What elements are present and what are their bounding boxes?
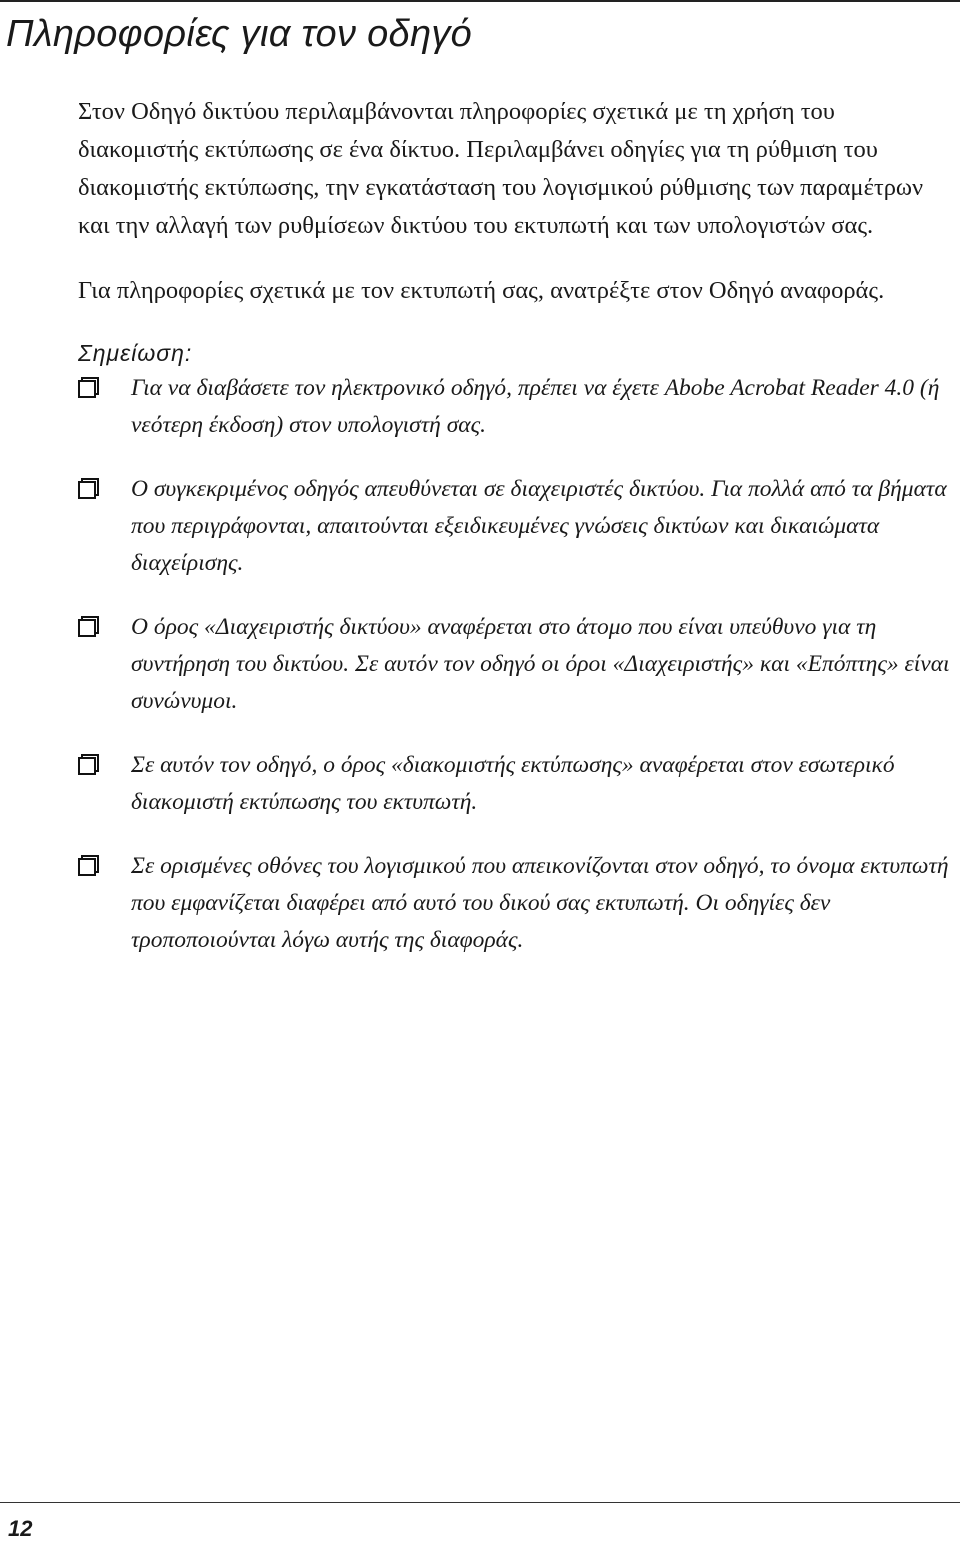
note-item-text: Σε αυτόν τον οδηγό, ο όρος «διακομιστής εκτύπωσης» αναφέρεται στον εσωτερικό διακομιστή εκτύπωσης του εκτυπωτή. bbox=[131, 752, 895, 815]
main-content bbox=[78, 93, 958, 959]
checkbox-icon bbox=[78, 616, 100, 638]
note-item bbox=[78, 747, 958, 821]
reference-paragraph: Για πληροφορίες σχετικά με τον εκτυπωτή σας, ανατρέξτε στον Οδηγό αναφοράς. bbox=[78, 277, 885, 304]
page-title: Πληροφορίες για τον οδηγό bbox=[6, 13, 473, 55]
footer-rule bbox=[0, 1502, 960, 1503]
note-item bbox=[78, 609, 958, 720]
note-item bbox=[78, 471, 958, 582]
note-item bbox=[78, 848, 958, 959]
page-number: 12 bbox=[8, 1516, 33, 1541]
note-item-text: Ο συγκεκριμένος οδηγός απευθύνεται σε διαχειριστές δικτύου. Για πολλά από τα βήματα που περιγράφονται, απαιτούνται εξειδικευμένες γνώσεις δικτύων και δικαιώματα διαχείρισης. bbox=[131, 476, 947, 576]
note-item-text: Σε ορισμένες οθόνες του λογισμικού που απεικονίζονται στον οδηγό, το όνομα εκτυπωτή που εμφανίζεται διαφέρει από αυτό του δικού σας εκτυπωτή. Οι οδηγίες δεν τροποποιούνται λόγω αυτής της διαφοράς. bbox=[131, 853, 949, 953]
note-list bbox=[78, 370, 958, 959]
checkbox-icon bbox=[78, 478, 100, 500]
checkbox-icon bbox=[78, 754, 100, 776]
note-item-text: Ο όρος «Διαχειριστής δικτύου» αναφέρεται στο άτομο που είναι υπεύθυνο για τη συντήρηση του δικτύου. Σε αυτόν τον οδηγό οι όροι «Διαχειριστής» και «Επόπτης» είναι συνώνυμοι. bbox=[131, 614, 950, 714]
note-item-text: Για να διαβάσετε τον ηλεκτρονικό οδηγό, πρέπει να έχετε Abobe Acrobat Reader 4.0 (ή νεότερη έκδοση) στον υπολογιστή σας. bbox=[131, 375, 940, 438]
top-rule bbox=[0, 0, 960, 2]
note-heading: Σημείωση: bbox=[78, 340, 193, 366]
checkbox-icon bbox=[78, 377, 100, 399]
checkbox-icon bbox=[78, 855, 100, 877]
intro-paragraph: Στον Οδηγό δικτύου περιλαμβάνονται πληροφορίες σχετικά με τη χρήση του διακομιστής εκτύπωσης σε ένα δίκτυο. Περιλαμβάνει οδηγίες για τη ρύθμιση του διακομιστής εκτύπωσης, την εγκατάσταση του λογισμικού ρύθμισης των παραμέτρων και την αλλαγή των ρυθμίσεων δικτύου του εκτυπωτή και των υπολογιστών σας. bbox=[78, 98, 924, 239]
note-item bbox=[78, 370, 958, 444]
